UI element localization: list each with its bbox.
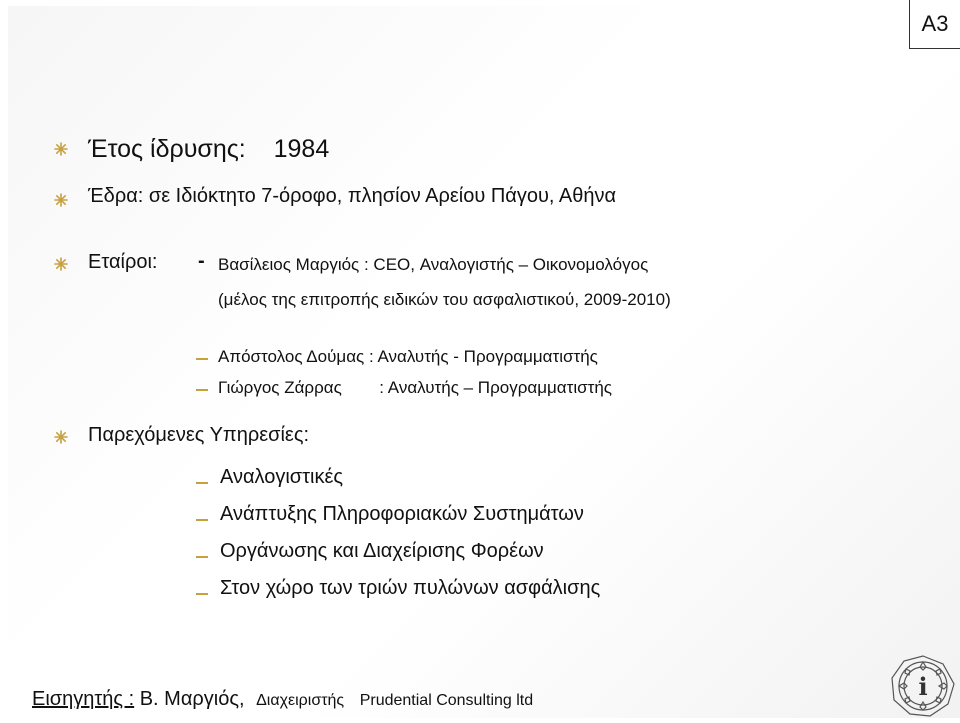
service-item: Αναλογιστικές: [220, 466, 344, 488]
asterisk-bullet-icon: [54, 257, 68, 271]
partners-dash: -: [198, 250, 205, 272]
partner-name: Γιώργος Ζάρρας: [218, 378, 342, 397]
presenter-footer: [32, 688, 533, 711]
seal-letter: i: [918, 672, 928, 701]
dash-bullet-icon: [196, 556, 208, 558]
presenter-role: Διαχειριστής: [256, 692, 345, 709]
presenter-name: Β. Μαργιός,: [134, 688, 245, 710]
founding-year: 1984: [273, 135, 330, 163]
founding-year-line: [88, 135, 329, 164]
ornamental-seal-icon: [888, 654, 958, 718]
headquarters-line: Έδρα: σε Ιδιόκτητο 7-όροφο, πλησίον Αρείου Πάγου, Αθήνα: [88, 185, 617, 207]
service-item: Οργάνωσης και Διαχείρισης Φορέων: [220, 540, 544, 562]
services-label: Παρεχόμενες Υπηρεσίες:: [88, 424, 310, 446]
partner-ceo-note: (μέλος της επιτροπής ειδικών του ασφαλιστικού, 2009-2010): [218, 290, 671, 309]
slide-number-badge: A3: [909, 0, 960, 49]
partner-name: Απόστολος Δούμας: [218, 347, 365, 366]
service-item: Ανάπτυξης Πληροφοριακών Συστημάτων: [220, 503, 584, 525]
partner-ceo: Βασίλειος Μαργιός : CEO, Αναλογιστής – Οικονομολόγος: [218, 255, 649, 274]
partners-label: Εταίροι:: [88, 251, 158, 273]
presenter-label: Εισηγητής :: [32, 688, 135, 710]
partner-doumas: [218, 347, 598, 367]
dash-bullet-icon: [196, 358, 208, 360]
dash-bullet-icon: [196, 519, 208, 521]
partner-zarras: [218, 378, 612, 398]
company-name: Prudential Consulting ltd: [359, 692, 534, 709]
asterisk-bullet-icon: [54, 142, 68, 156]
dash-bullet-icon: [196, 593, 208, 595]
founding-label: Έτος ίδρυσης:: [88, 135, 246, 163]
asterisk-bullet-icon: [54, 193, 68, 207]
asterisk-bullet-icon: [54, 430, 68, 444]
dash-bullet-icon: [196, 389, 208, 391]
dash-bullet-icon: [196, 482, 208, 484]
partner-role: : Αναλυτής – Προγραμματιστής: [379, 378, 612, 397]
partner-role: : Αναλυτής - Προγραμματιστής: [368, 347, 598, 366]
service-item: Στον χώρο των τριών πυλώνων ασφάλισης: [220, 577, 601, 599]
